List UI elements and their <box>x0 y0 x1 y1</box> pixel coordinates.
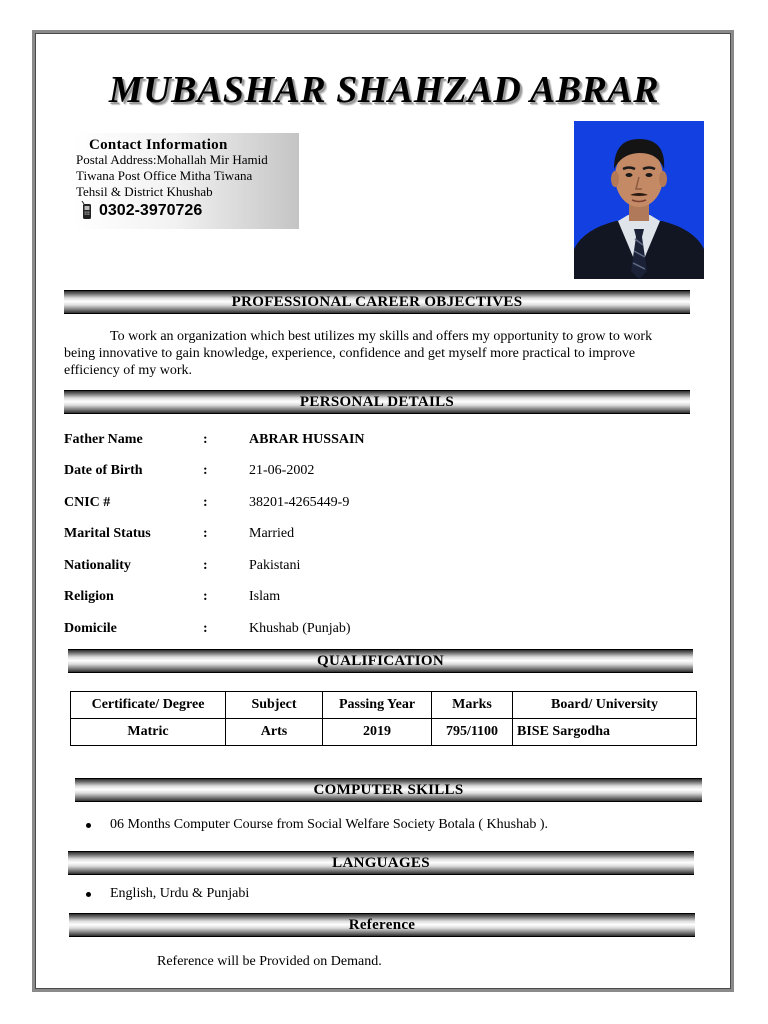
list-item-text: English, Urdu & Punjabi <box>110 886 250 901</box>
detail-value: Pakistani <box>249 558 301 573</box>
list-item-text: 06 Months Computer Course from Social Welfare Society Botala ( Khushab ). <box>110 817 548 832</box>
section-header-reference: Reference <box>69 913 695 937</box>
table-row <box>71 719 697 746</box>
section-header-personal-details: PERSONAL DETAILS <box>64 390 690 414</box>
phone-number: 0302-3970726 <box>99 202 203 219</box>
contact-heading: Contact Information <box>89 137 228 153</box>
section-header-computer-skills: COMPUTER SKILLS <box>75 778 702 802</box>
section-header-qualification: QUALIFICATION <box>68 649 693 673</box>
column-header: Certificate/ Degree <box>71 692 226 719</box>
detail-label: Domicile <box>64 621 117 636</box>
column-header: Board/ University <box>513 692 697 719</box>
detail-colon: : <box>203 432 208 447</box>
detail-colon: : <box>203 463 208 478</box>
profile-photo <box>574 121 704 279</box>
detail-label: Date of Birth <box>64 463 143 478</box>
detail-label: Father Name <box>64 432 143 447</box>
qualification-table <box>70 691 697 746</box>
detail-colon: : <box>203 621 208 636</box>
table-cell: 795/1100 <box>432 719 513 746</box>
detail-colon: : <box>203 589 208 604</box>
address-line-1: Postal Address:Mohallah Mir Hamid <box>76 152 268 167</box>
reference-text: Reference will be Provided on Demand. <box>157 954 382 969</box>
detail-label: Nationality <box>64 558 131 573</box>
objective-paragraph: To work an organization which best utilizes my skills and offers my opportunity to grow to work being innovative to gain knowledge, experience, confidence and get myself more practical to improve efficiency of my work. <box>64 329 653 378</box>
column-header: Passing Year <box>323 692 432 719</box>
detail-value: ABRAR HUSSAIN <box>249 432 365 447</box>
column-header: Subject <box>226 692 323 719</box>
table-cell: 2019 <box>323 719 432 746</box>
table-header-row <box>71 692 697 719</box>
detail-colon: : <box>203 526 208 541</box>
detail-value: Khushab (Punjab) <box>249 621 351 636</box>
address-line-3: Tehsil & District Khushab <box>76 184 213 199</box>
contact-information-box <box>73 133 299 229</box>
mobile-phone-icon <box>80 201 94 221</box>
detail-label: Marital Status <box>64 526 151 541</box>
bullet-icon <box>86 892 91 897</box>
detail-colon: : <box>203 558 208 573</box>
bullet-icon <box>86 823 91 828</box>
detail-value: Islam <box>249 589 281 604</box>
section-header-objectives: PROFESSIONAL CAREER OBJECTIVES <box>64 290 690 314</box>
detail-value: Married <box>249 526 295 541</box>
detail-value: 38201-4265449-9 <box>249 495 350 510</box>
detail-label: Religion <box>64 589 114 604</box>
detail-value: 21-06-2002 <box>249 463 315 478</box>
candidate-name: MUBASHAR SHAHZAD ABRAR <box>108 69 660 111</box>
column-header: Marks <box>432 692 513 719</box>
table-cell: Arts <box>226 719 323 746</box>
phone-row <box>80 201 202 221</box>
detail-colon: : <box>203 495 208 510</box>
detail-label: CNIC # <box>64 495 111 510</box>
table-cell: BISE Sargodha <box>513 719 697 746</box>
table-cell: Matric <box>71 719 226 746</box>
address-line-2: Tiwana Post Office Mitha Tiwana <box>76 168 253 183</box>
section-header-languages: LANGUAGES <box>68 851 694 875</box>
